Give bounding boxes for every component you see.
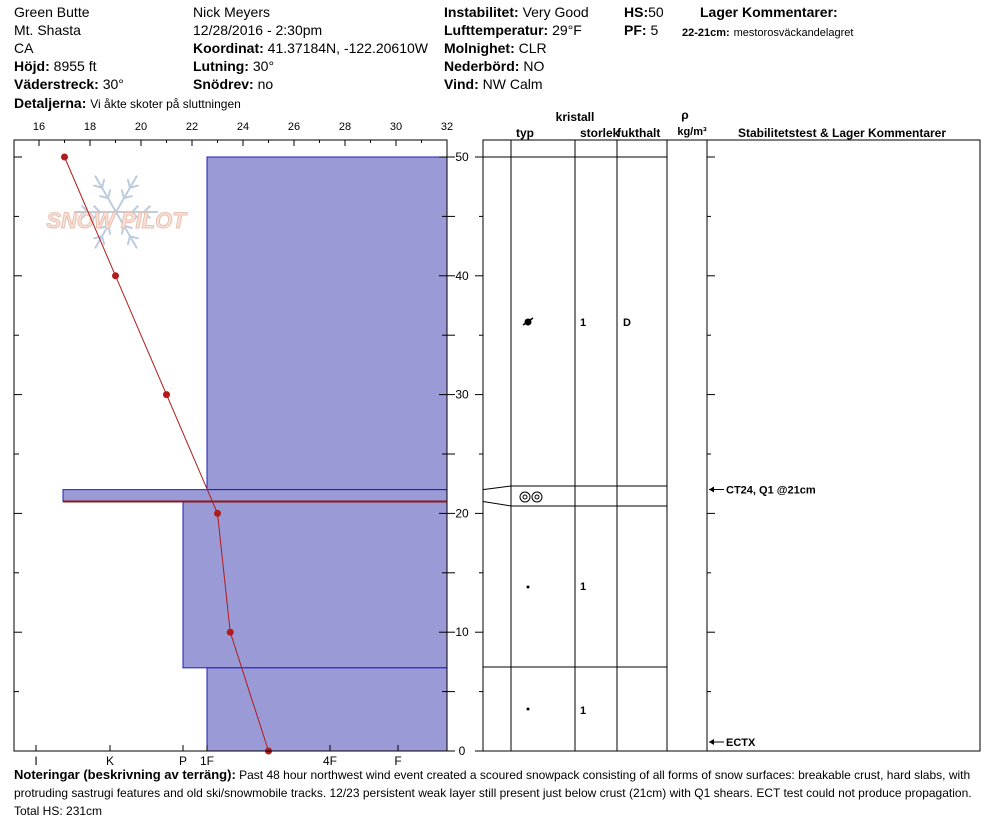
temperature-point-4 xyxy=(227,629,234,636)
test-arrow-0 xyxy=(709,487,714,493)
pf-label: PF: xyxy=(624,22,647,38)
moisture-cell: D xyxy=(623,317,631,329)
precip-label: Nederbörd: xyxy=(444,58,520,74)
hs-value: 50 xyxy=(648,4,664,20)
coord-label: Koordinat: xyxy=(193,40,264,56)
temp-tick-label: 18 xyxy=(83,121,97,133)
sky-label: Molnighet: xyxy=(444,40,515,56)
wind-label: Vind: xyxy=(444,76,479,92)
depth-tick-label: 40 xyxy=(455,268,469,283)
flake-branch xyxy=(128,179,130,188)
stability-tests xyxy=(709,485,816,749)
hardness-layer-2 xyxy=(183,502,447,668)
drift-value: no xyxy=(257,76,274,92)
stability-test-label: CT24, Q1 @21cm xyxy=(726,484,816,497)
notes xyxy=(14,766,994,820)
temp-tick-label: 22 xyxy=(185,121,199,133)
depth-tick-label: 50 xyxy=(455,150,469,164)
instability-value: Very Good xyxy=(522,4,589,20)
temp-tick-label: 24 xyxy=(236,121,250,133)
flake-branch xyxy=(102,236,104,245)
temperature-point-3 xyxy=(214,510,221,517)
layer-table xyxy=(483,108,980,751)
elevation-label: Höjd: xyxy=(14,58,50,74)
flake-branch xyxy=(108,189,110,198)
hardness-layers xyxy=(63,157,447,751)
pf-value: 5 xyxy=(650,22,659,38)
crust-crystal-inner-2 xyxy=(535,495,539,499)
small-grain-icon xyxy=(527,708,530,711)
temperature-point-1 xyxy=(112,272,119,279)
temp-tick-label: 26 xyxy=(287,121,301,133)
flake-branch xyxy=(102,179,104,188)
slope-value: 30° xyxy=(252,58,275,74)
stability-test-label: ECTX xyxy=(726,737,756,749)
flake-branch xyxy=(128,236,130,245)
depth-tick-label: 30 xyxy=(455,387,469,402)
hardness-tick-label: 1F xyxy=(199,754,215,766)
aspect-label: Väderstreck: xyxy=(14,76,99,92)
aspect-value: 30° xyxy=(102,76,124,92)
sky-value: CLR xyxy=(518,40,547,56)
grain-size-cell: 1 xyxy=(580,581,587,593)
observation-datetime: 12/28/2016 - 2:30pm xyxy=(193,22,323,38)
hardness-tick-label: 4F xyxy=(322,754,338,766)
col-moisture-header: fukthalt xyxy=(617,126,661,140)
notes-text: Past 48 hour northwest wind event created a scoured snowpack consisting of all forms of snow surfaces: breakable crust, hard slabs, with protruding sastrugi features and old ski/snowmobile tracks. 12/23 persistent weak layer still present just below crust (21cm) with Q1 shears. ECT test could not produce propagation. Total HS: 231cm xyxy=(14,768,972,818)
observer-name: Nick Meyers xyxy=(193,4,271,20)
col-size-header: storlek xyxy=(580,126,620,140)
temp-tick-label: 30 xyxy=(389,121,403,133)
layer-comment-range: 22-21cm: xyxy=(682,27,730,39)
layer-comment-text: mestorosväckandelagret xyxy=(733,27,854,39)
instability-label: Instabilitet: xyxy=(444,4,519,20)
hardness-tick-label: K xyxy=(105,754,115,766)
temp-tick-label: 28 xyxy=(338,121,352,133)
airtemp-value: 29°F xyxy=(552,22,582,38)
state-name: CA xyxy=(14,40,34,56)
hs-label: HS: xyxy=(624,4,649,20)
hardness-tick-label: P xyxy=(178,754,188,766)
temp-tick-label: 16 xyxy=(32,121,46,133)
location-name: Green Butte xyxy=(14,4,90,20)
hardness-tick-label: F xyxy=(394,754,402,766)
crust-connector-bottom xyxy=(483,502,511,506)
grain-size-cell: 1 xyxy=(580,705,587,717)
temperature-point-0 xyxy=(61,154,68,161)
table-frame xyxy=(483,140,980,751)
slope-label: Lutning: xyxy=(193,58,249,74)
temperature-point-2 xyxy=(163,391,170,398)
temp-tick-label: 20 xyxy=(134,121,148,133)
precip-value: NO xyxy=(523,58,545,74)
details-label: Detaljerna: xyxy=(14,95,87,111)
depth-tick-label: 20 xyxy=(455,506,469,521)
test-arrow-1 xyxy=(709,739,714,745)
hardness-layer-0 xyxy=(207,157,447,490)
hardness-layer-1 xyxy=(63,490,447,502)
flake-arm xyxy=(95,176,116,212)
temperature-axis xyxy=(33,121,453,146)
crust-connector-top xyxy=(483,486,511,490)
depth-tick-label: 10 xyxy=(455,625,469,640)
col-density-unit-header: kg/m³ xyxy=(677,126,707,138)
col-type-header: typ xyxy=(516,126,534,140)
crust-crystal-inner xyxy=(523,495,527,499)
depth-tick-label: 0 xyxy=(458,744,466,758)
crust-crystal-icon xyxy=(520,492,530,502)
notes-label: Noteringar (beskrivning av terräng): xyxy=(14,767,236,782)
hardness-tick-label: I xyxy=(34,754,38,766)
small-grain-icon xyxy=(527,586,530,589)
details-value: Vi åkte skoter på sluttningen xyxy=(90,97,241,111)
col-stability-header: Stabilitetstest & Lager Kommentarer xyxy=(737,126,947,140)
flake-branch xyxy=(122,189,124,198)
temp-tick-label: 32 xyxy=(440,121,454,133)
col-rho-header: ρ xyxy=(681,108,689,122)
airtemp-label: Lufttemperatur: xyxy=(444,22,549,38)
grain-size-cell: 1 xyxy=(580,317,587,329)
coord-value: 41.37184N, -122.20610W xyxy=(267,40,428,56)
snowpilot-logo xyxy=(46,176,187,249)
drift-label: Snödrev: xyxy=(193,76,254,92)
logo-text: SNOW PILOT xyxy=(46,208,186,233)
range-name: Mt. Shasta xyxy=(14,22,81,38)
layer-comments-label: Lager Kommentarer: xyxy=(700,4,838,20)
hardness-layer-3 xyxy=(207,668,447,751)
wind-value: NW Calm xyxy=(482,76,543,92)
col-crystal-header: kristall xyxy=(555,110,595,124)
elevation-value: 8955 ft xyxy=(53,58,97,74)
flake-arm xyxy=(116,176,137,212)
crust-crystal-icon-2 xyxy=(532,492,542,502)
